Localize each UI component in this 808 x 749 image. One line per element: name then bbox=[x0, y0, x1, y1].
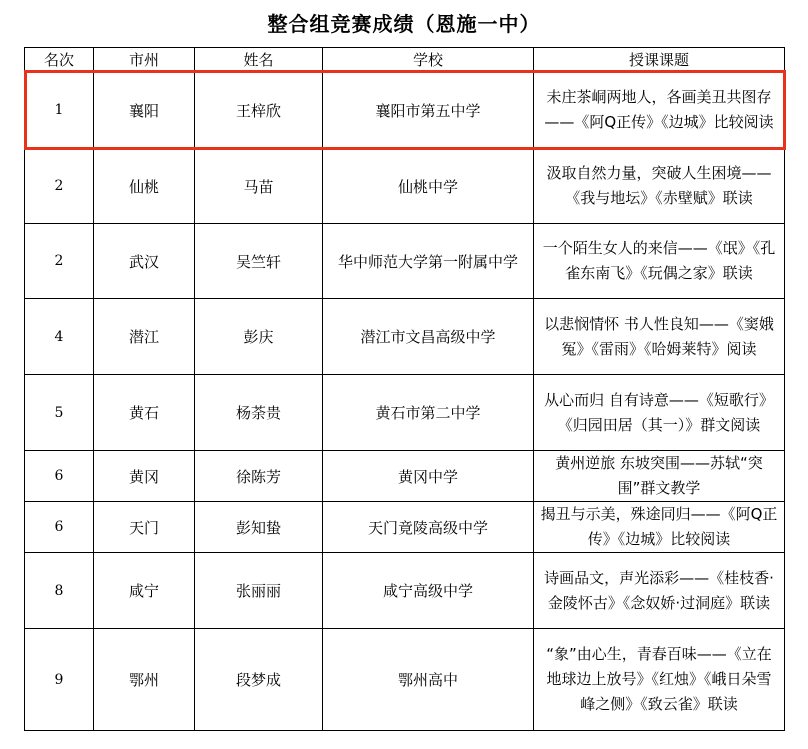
cell-name: 段梦成 bbox=[195, 629, 323, 731]
cell-name: 吴竺轩 bbox=[195, 224, 323, 299]
cell-city: 武汉 bbox=[94, 224, 195, 299]
cell-rank: 6 bbox=[25, 502, 94, 553]
cell-rank: 2 bbox=[25, 224, 94, 299]
cell-rank: 9 bbox=[25, 629, 94, 731]
cell-topic: 以悲悯情怀 书人性良知——《窦娥冤》《雷雨》《哈姆莱特》阅读 bbox=[534, 299, 785, 375]
table-row bbox=[25, 553, 785, 629]
header-name: 姓名 bbox=[195, 48, 323, 72]
cell-city: 黄冈 bbox=[94, 451, 195, 502]
cell-topic: 一个陌生女人的来信——《氓》《孔雀东南飞》《玩偶之家》联读 bbox=[534, 224, 785, 299]
cell-school: 鄂州高中 bbox=[323, 629, 534, 731]
cell-topic: “象”由心生，青春百味——《立在地球边上放号》《红烛》《峨日朵雪峰之侧》《致云雀》联读 bbox=[534, 629, 785, 731]
cell-rank: 5 bbox=[25, 375, 94, 451]
cell-city: 天门 bbox=[94, 502, 195, 553]
cell-city: 黄石 bbox=[94, 375, 195, 451]
cell-topic: 汲取自然力量，突破人生困境——《我与地坛》《赤壁赋》联读 bbox=[534, 149, 785, 224]
cell-rank: 6 bbox=[25, 451, 94, 502]
cell-topic: 未庄茶峒两地人，各画美丑共图存——《阿Q正传》《边城》比较阅读 bbox=[534, 72, 785, 149]
page-title: 整合组竞赛成绩（恩施一中） bbox=[267, 12, 541, 36]
table-row bbox=[25, 451, 785, 502]
cell-school: 潜江市文昌高级中学 bbox=[323, 299, 534, 375]
cell-school: 黄石市第二中学 bbox=[323, 375, 534, 451]
table-row bbox=[25, 224, 785, 299]
cell-name: 王梓欣 bbox=[195, 72, 323, 149]
header-rank: 名次 bbox=[25, 48, 94, 72]
header-city: 市州 bbox=[94, 48, 195, 72]
cell-rank: 2 bbox=[25, 149, 94, 224]
cell-topic: 揭丑与示美，殊途同归——《阿Q正传》《边城》比较阅读 bbox=[534, 502, 785, 553]
table-header-row bbox=[25, 48, 785, 72]
header-topic: 授课课题 bbox=[534, 48, 785, 72]
cell-topic: 诗画品文，声光添彩——《桂枝香·金陵怀古》《念奴娇·过洞庭》联读 bbox=[534, 553, 785, 629]
cell-school: 黄冈中学 bbox=[323, 451, 534, 502]
table-row bbox=[25, 502, 785, 553]
cell-city: 鄂州 bbox=[94, 629, 195, 731]
cell-name: 彭庆 bbox=[195, 299, 323, 375]
cell-rank: 8 bbox=[25, 553, 94, 629]
table-row bbox=[25, 149, 785, 224]
cell-rank: 1 bbox=[25, 72, 94, 149]
cell-name: 徐陈芳 bbox=[195, 451, 323, 502]
cell-name: 马苗 bbox=[195, 149, 323, 224]
cell-name: 张丽丽 bbox=[195, 553, 323, 629]
cell-school: 襄阳市第五中学 bbox=[323, 72, 534, 149]
cell-school: 仙桃中学 bbox=[323, 149, 534, 224]
cell-city: 仙桃 bbox=[94, 149, 195, 224]
table-row bbox=[25, 375, 785, 451]
table-row bbox=[25, 629, 785, 731]
results-table bbox=[24, 47, 785, 731]
cell-city: 襄阳 bbox=[94, 72, 195, 149]
cell-topic: 黄州逆旅 东坡突围——苏轼“突围”群文教学 bbox=[534, 451, 785, 502]
cell-city: 潜江 bbox=[94, 299, 195, 375]
cell-city: 咸宁 bbox=[94, 553, 195, 629]
cell-topic: 从心而归 自有诗意——《短歌行》《归园田居（其一）》群文阅读 bbox=[534, 375, 785, 451]
cell-school: 咸宁高级中学 bbox=[323, 553, 534, 629]
header-school: 学校 bbox=[323, 48, 534, 72]
cell-school: 华中师范大学第一附属中学 bbox=[323, 224, 534, 299]
table-row bbox=[25, 299, 785, 375]
cell-school: 天门竟陵高级中学 bbox=[323, 502, 534, 553]
table-row bbox=[25, 72, 785, 149]
cell-name: 彭知蛰 bbox=[195, 502, 323, 553]
cell-rank: 4 bbox=[25, 299, 94, 375]
cell-name: 杨荼贵 bbox=[195, 375, 323, 451]
